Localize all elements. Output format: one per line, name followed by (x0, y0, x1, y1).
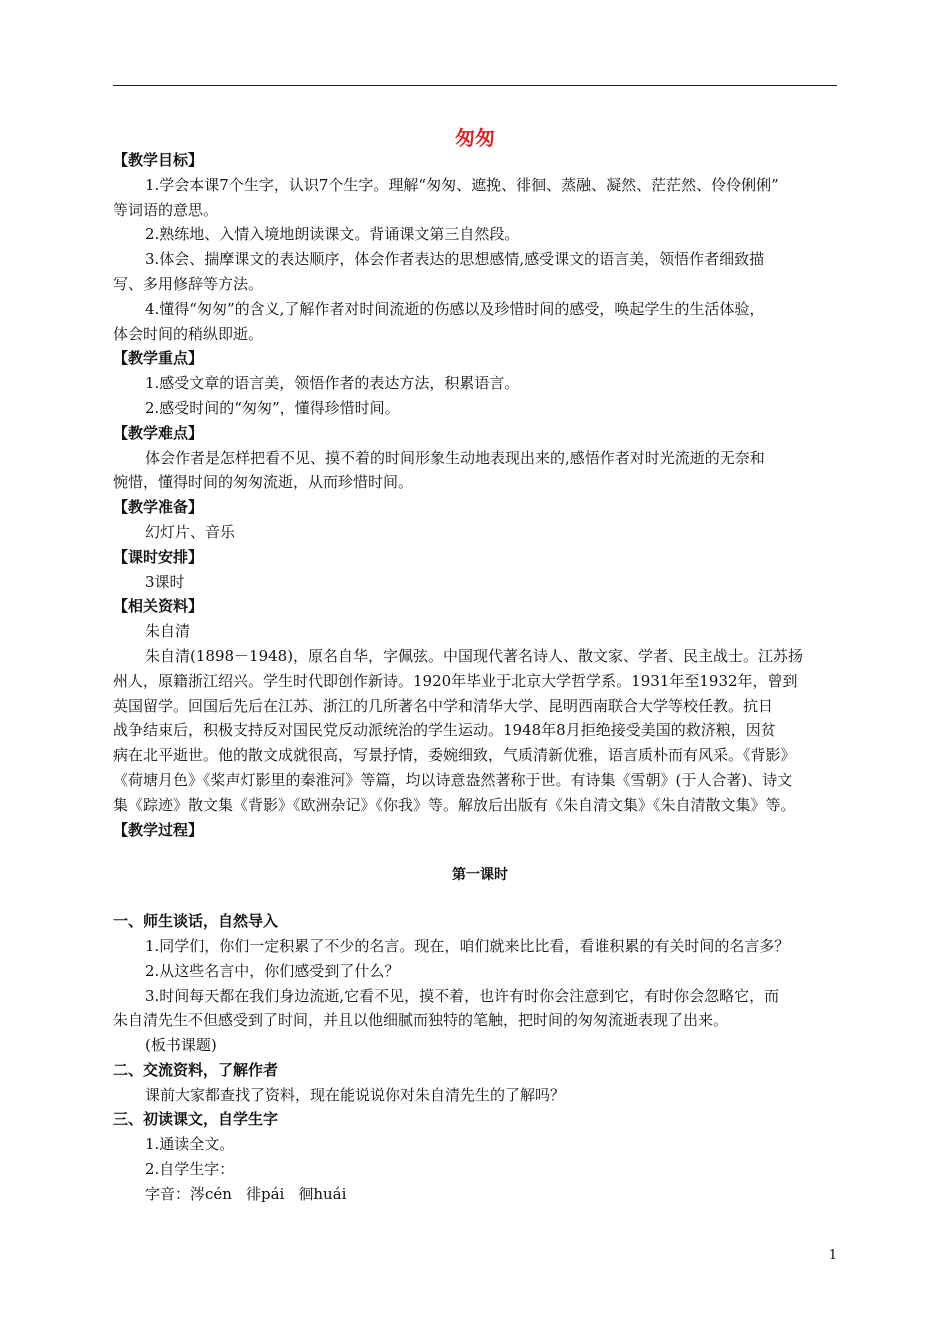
document-body (113, 148, 847, 1207)
goal-4: 4.懂得“匆匆”的含义,了解作者对时间流逝的伤感以及珍惜时间的感受，唤起学生的生活体验， (145, 299, 765, 318)
author-bio-line: 州人，原籍浙江绍兴。学生时代即创作新诗。1920年毕业于北京大学哲学系。1931年至1932年，曾到 (113, 671, 798, 690)
part-1-heading: 一、师生谈话，自然导入 (113, 912, 279, 931)
key-point-1: 1.感受文章的语言美，领悟作者的表达方法，积累语言。 (145, 374, 520, 393)
lesson-title: 第一课时 (452, 867, 508, 884)
section-heading-goals: 【教学目标】 (113, 151, 204, 169)
part-2-item-1: 课前大家都查找了资料，现在能说说你对朱自清先生的了解吗？ (145, 1085, 566, 1104)
part-1-item-3: 3.时间每天都在我们身边流逝,它看不见，摸不着，也许有时你会注意到它，有时你会忽略它，而 (145, 986, 780, 1005)
header-rule (113, 85, 837, 86)
part-2-heading: 二、交流资料，了解作者 (113, 1060, 279, 1079)
part-1-item-1: 1.同学们，你们一定积累了不少的名言。现在，咱们就来比比看，看谁积累的有关时间的名言多？ (145, 936, 790, 955)
prep-text: 幻灯片、音乐 (145, 522, 236, 541)
author-bio-line: 集《踪迹》散文集《背影》《欧洲杂记》《你我》等。解放后出版有《朱自清文集》《朱自清散文集》等。 (113, 795, 796, 814)
goal-2: 2.熟练地、入情入境地朗读课文。背诵课文第三自然段。 (145, 225, 520, 244)
goal-1: 1.学会本课7个生字，认识7个生字。理解“匆匆、遮挽、徘徊、蒸融、凝然、茫茫然、伶伶俐俐” (145, 175, 779, 194)
section-heading-prep: 【教学准备】 (113, 498, 204, 517)
goal-3: 3.体会、揣摩课文的表达顺序，体会作者表达的思想感情,感受课文的语言美，领悟作者细致描 (145, 250, 765, 269)
author-bio-line: 英国留学。回国后先后在江苏、浙江的几所著名中学和清华大学、昆明西南联合大学等校任教。抗日 (113, 696, 774, 715)
difficulty-line-1: 体会作者是怎样把看不见、摸不着的时间形象生动地表现出来的,感悟作者对时光流逝的无奈和 (145, 448, 765, 467)
section-heading-key-points: 【教学重点】 (113, 349, 204, 368)
board-note: (板书课题) (145, 1036, 217, 1055)
part-1-item-2: 2.从这些名言中，你们感受到了什么？ (145, 961, 400, 980)
goal-4-cont: 体会时间的稍纵即逝。 (113, 324, 264, 343)
page-number: 1 (828, 1248, 837, 1263)
pronunciation-line (113, 1182, 847, 1207)
section-heading-schedule: 【课时安排】 (113, 547, 204, 566)
key-point-2: 2.感受时间的“匆匆”，懂得珍惜时间。 (145, 398, 400, 417)
pronunciation-item: 徘pái (245, 1184, 285, 1203)
author-bio-line: 朱自清(1898－1948)，原名自华，字佩弦。中国现代著名诗人、散文家、学者、民主战士。江苏扬 (145, 646, 804, 665)
document-title: 匆匆 (455, 126, 495, 150)
part-3-heading: 三、初读课文，自学生字 (113, 1110, 279, 1129)
author-name: 朱自清 (145, 622, 191, 641)
section-heading-process: 【教学过程】 (113, 820, 204, 839)
pronunciation-label: 字音： (145, 1184, 191, 1203)
author-bio-line: 《荷塘月色》《桨声灯影里的秦淮河》等篇，均以诗意盎然著称于世。有诗集《雪朝》(于人合著)、诗文 (113, 770, 793, 789)
author-bio-line: 病在北平逝世。他的散文成就很高，写景抒情，委婉细致，气质清新优雅，语言质朴而有风采。《背影》 (113, 746, 796, 765)
part-3-item-1: 1.通读全文。 (145, 1135, 235, 1154)
difficulty-line-2: 惋惜，懂得时间的匆匆流逝，从而珍惜时间。 (113, 473, 414, 492)
schedule-text: 3课时 (145, 572, 185, 591)
section-heading-difficulties: 【教学难点】 (113, 423, 204, 442)
part-3-item-2: 2.自学生字： (145, 1160, 235, 1179)
author-bio-line: 战争结束后，积极支持反对国民党反动派统治的学生运动。1948年8月拒绝接受美国的救济粮，因贫 (113, 721, 776, 740)
goal-1-cont: 等词语的意思。 (113, 200, 219, 219)
pronunciation-item: 徊huái (298, 1184, 347, 1203)
goal-3-cont: 写、多用修辞等方法。 (113, 274, 264, 293)
pronunciation-item: 涔cén (190, 1184, 232, 1203)
section-heading-materials: 【相关资料】 (113, 597, 204, 616)
part-1-item-3-cont: 朱自清先生不但感受到了时间，并且以他细腻而独特的笔触，把时间的匆匆流逝表现了出来。 (113, 1011, 729, 1030)
